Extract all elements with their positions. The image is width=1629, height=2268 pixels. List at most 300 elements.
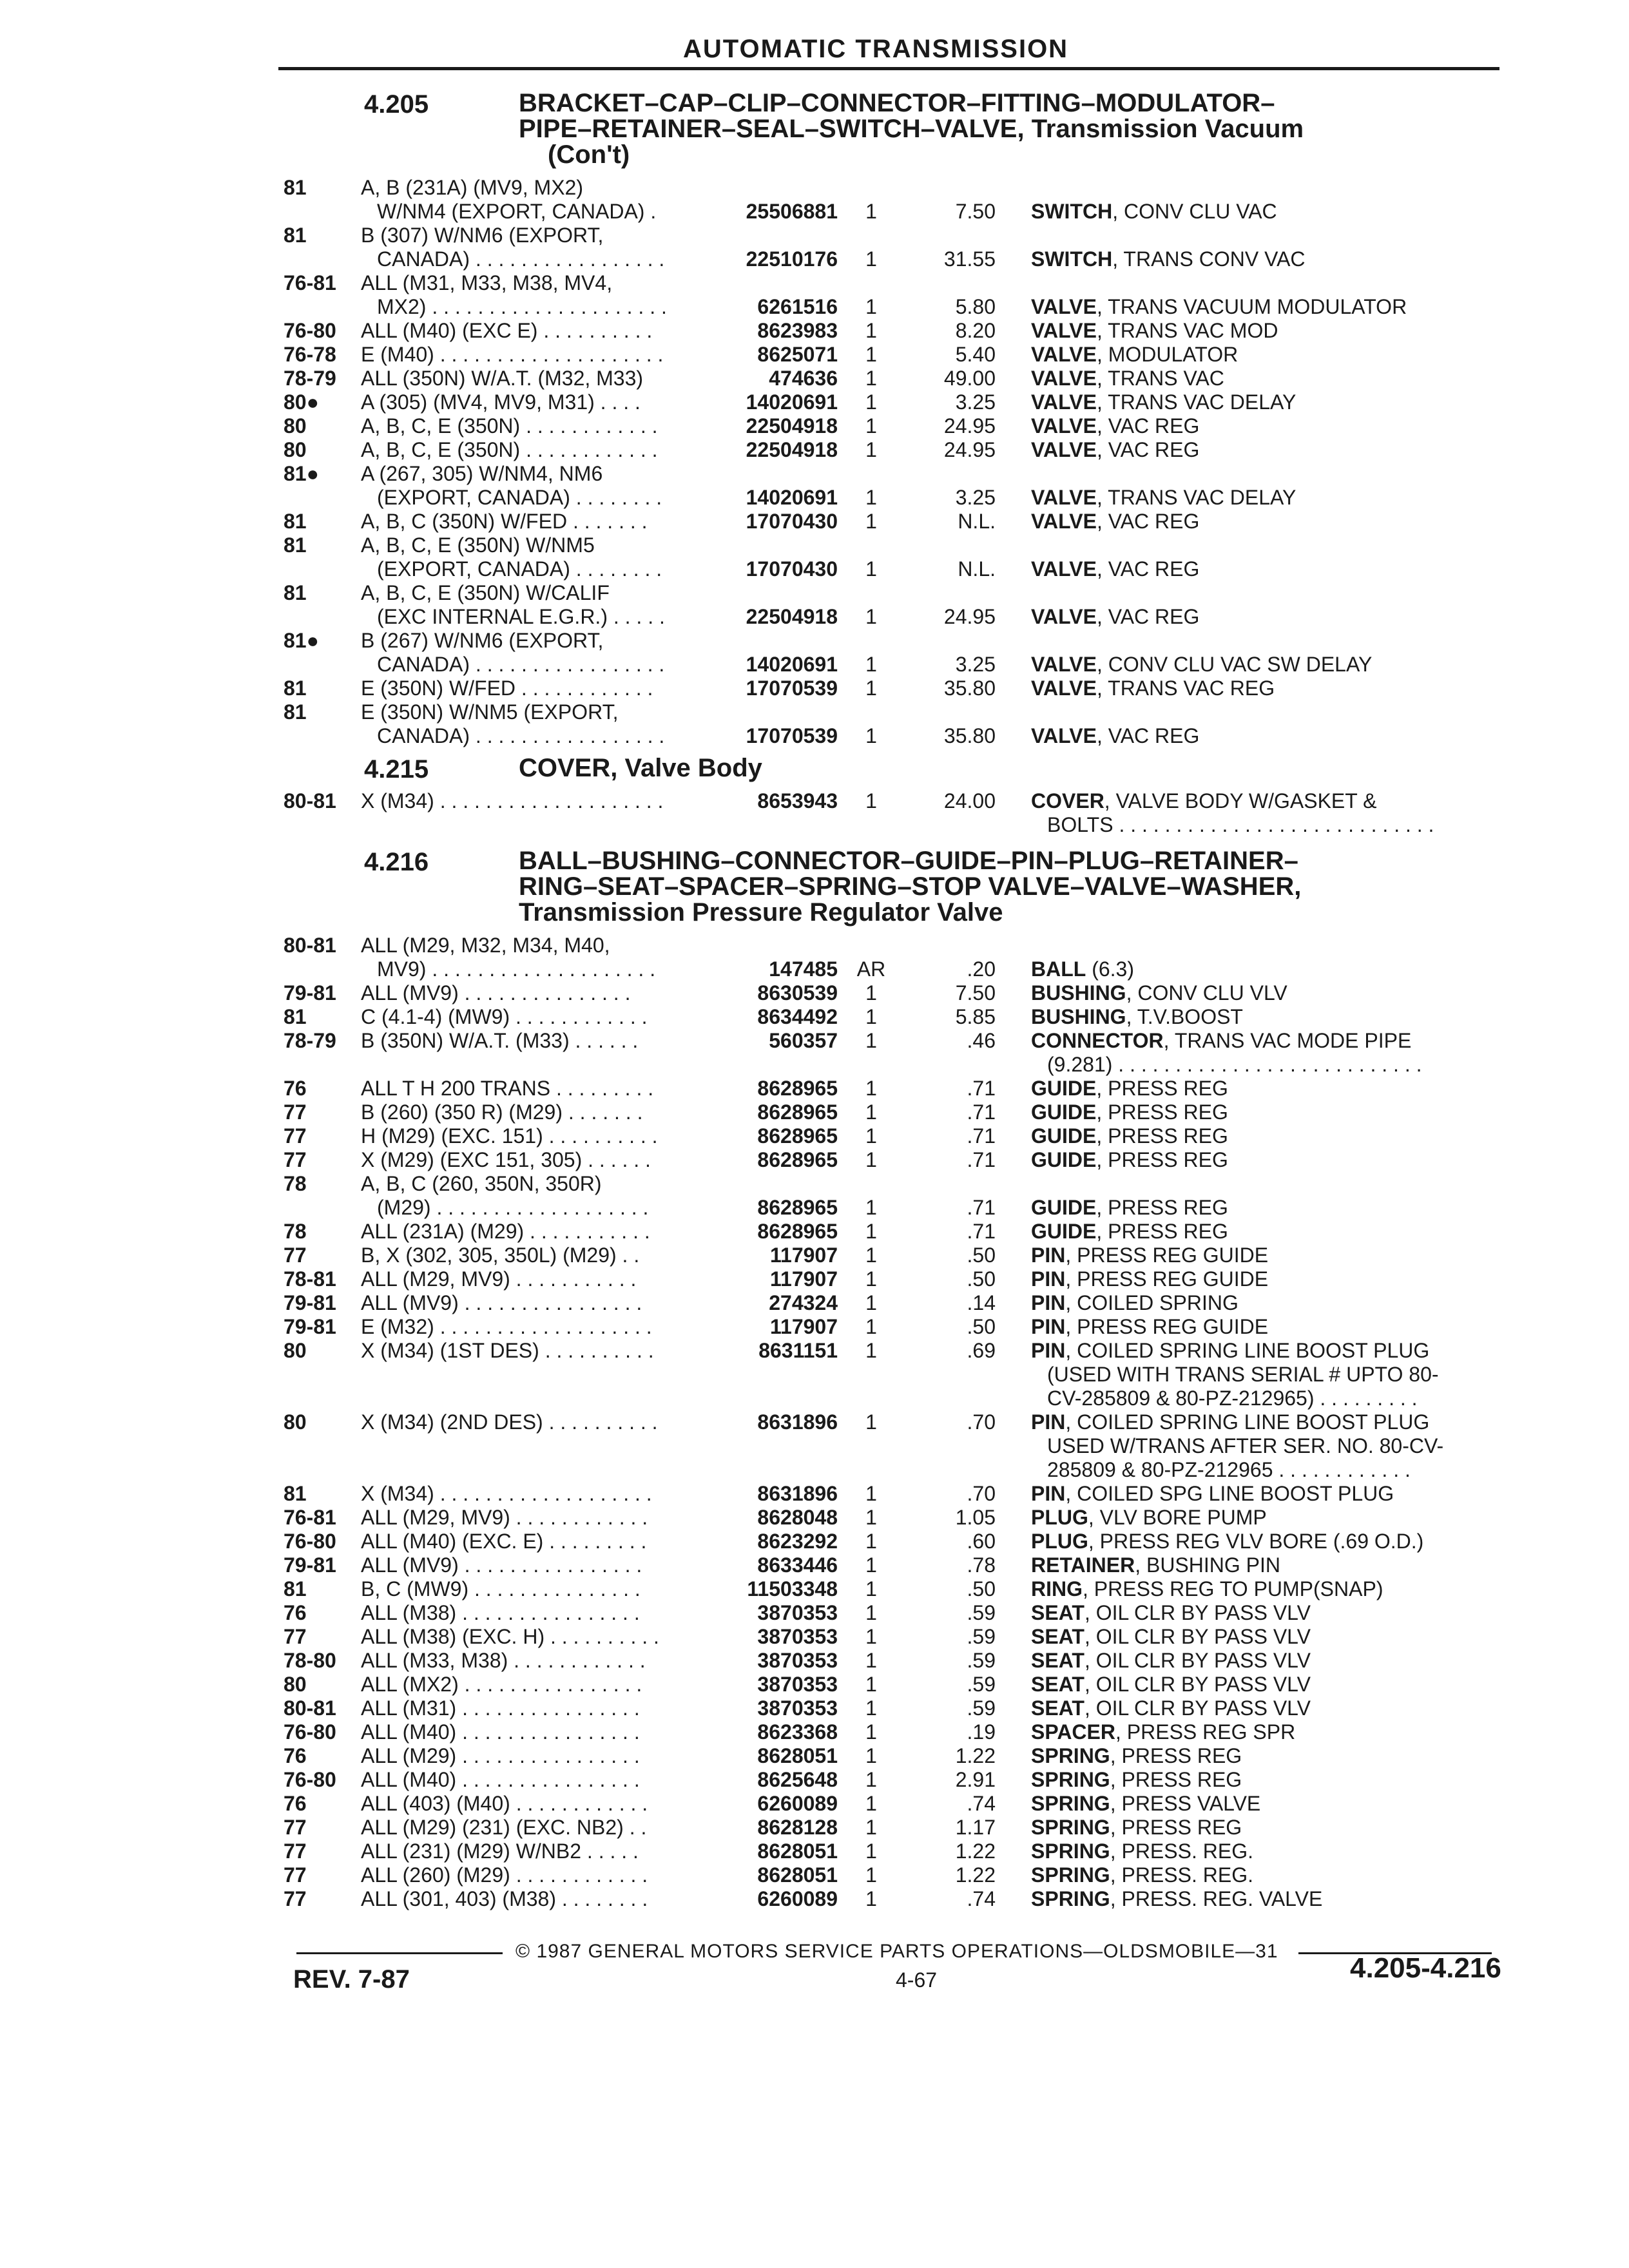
- quantity: 1: [865, 390, 877, 414]
- price: .59: [967, 1625, 996, 1648]
- part-name-continuation: 285809 & 80-PZ-212965 . . . . . . . . . . . .: [1047, 1458, 1411, 1481]
- part-name-detail: , CONV CLU VLV: [1126, 981, 1287, 1004]
- part-name: [1031, 1578, 1383, 1600]
- price: .59: [967, 1601, 996, 1624]
- footer-copyright: © 1987 GENERAL MOTORS SERVICE PARTS OPERATIONS—OLDSMOBILE—31: [516, 1941, 1278, 1962]
- quantity: 1: [865, 1100, 877, 1124]
- part-number: 17070430: [746, 557, 838, 581]
- application-description: MV9) . . . . . . . . . . . . . . . . . . . .: [377, 957, 656, 981]
- part-name-detail: , COILED SPRING: [1065, 1291, 1239, 1314]
- quantity: 1: [865, 343, 877, 366]
- part-name: [1031, 725, 1199, 747]
- application-description: X (M34) . . . . . . . . . . . . . . . . . . .: [361, 1482, 652, 1505]
- part-number: 117907: [769, 1315, 838, 1338]
- part-name: [1031, 1125, 1228, 1147]
- application-description: ALL (M40) (EXC E) . . . . . . . . . .: [361, 319, 653, 342]
- section-title: RING–SEAT–SPACER–SPRING–STOP VALVE–VALVE–WASHER,: [519, 872, 1302, 901]
- part-name-noun: PIN: [1031, 1482, 1066, 1505]
- price: 7.50: [955, 981, 996, 1004]
- section-title: BRACKET–CAP–CLIP–CONNECTOR–FITTING–MODULATOR–: [519, 89, 1275, 117]
- year-range: 78-80: [284, 1649, 336, 1672]
- price: 3.25: [955, 653, 996, 676]
- application-description: B (267) W/NM6 (EXPORT,: [361, 629, 604, 652]
- year-range: 79-81: [284, 981, 336, 1004]
- price: .71: [967, 1220, 996, 1243]
- part-number: 3870353: [757, 1625, 838, 1648]
- application-description: H (M29) (EXC. 151) . . . . . . . . . .: [361, 1124, 658, 1148]
- price: 1.22: [955, 1840, 996, 1863]
- page-section-ref: 4.205-4.216: [1350, 1952, 1501, 1984]
- year-range: 76-80: [284, 1768, 336, 1791]
- application-description: (EXPORT, CANADA) . . . . . . . .: [377, 486, 662, 509]
- part-number: 474636: [769, 367, 838, 390]
- part-name: [1031, 958, 1134, 980]
- part-number: 17070539: [746, 724, 838, 747]
- part-name: [1031, 1196, 1228, 1218]
- part-name-detail: , OIL CLR BY PASS VLV: [1084, 1601, 1311, 1624]
- application-description: ALL (M33, M38) . . . . . . . . . . . .: [361, 1649, 646, 1672]
- year-range: 80-81: [284, 1696, 336, 1720]
- part-name-noun: GUIDE: [1031, 1124, 1097, 1148]
- price: .19: [967, 1720, 996, 1744]
- part-name: [1031, 558, 1199, 580]
- part-number: 8623983: [757, 319, 838, 342]
- section-title: COVER, Valve Body: [519, 754, 762, 782]
- part-number: 560357: [769, 1029, 838, 1052]
- price: .71: [967, 1196, 996, 1219]
- year-range: 77: [284, 1887, 307, 1910]
- application-description: ALL (MV9) . . . . . . . . . . . . . . . .: [361, 1553, 642, 1577]
- part-name-detail: , MODULATOR: [1096, 343, 1239, 366]
- application-description: ALL T H 200 TRANS . . . . . . . . .: [361, 1077, 654, 1100]
- year-range: 81: [284, 224, 307, 247]
- quantity: 1: [865, 1196, 877, 1219]
- part-name: [1031, 982, 1287, 1004]
- application-description: CANADA) . . . . . . . . . . . . . . . . .: [377, 724, 665, 747]
- part-name: [1031, 606, 1199, 628]
- part-name-noun: VALVE: [1031, 605, 1097, 628]
- section-number: 4.215: [364, 755, 429, 783]
- year-range: 76: [284, 1077, 307, 1100]
- part-number: 3870353: [757, 1673, 838, 1696]
- part-name-noun: GUIDE: [1031, 1196, 1097, 1219]
- quantity: 1: [865, 510, 877, 533]
- part-name-detail: , PRESS REG: [1096, 1100, 1228, 1124]
- part-name: [1031, 415, 1199, 437]
- part-number: 8628051: [757, 1863, 838, 1887]
- part-name-detail: , PRESS VALVE: [1110, 1792, 1261, 1815]
- price: 49.00: [943, 367, 996, 390]
- part-number: 17070539: [746, 677, 838, 700]
- part-name-continuation: USED W/TRANS AFTER SER. NO. 80-CV-: [1047, 1434, 1444, 1457]
- part-number: 25506881: [746, 200, 838, 223]
- price: 1.17: [955, 1816, 996, 1839]
- part-name-detail: , VAC REG: [1096, 605, 1200, 628]
- price: 5.85: [955, 1005, 996, 1028]
- quantity: 1: [865, 1410, 877, 1434]
- application-description: ALL (M31) . . . . . . . . . . . . . . . .: [361, 1696, 640, 1720]
- application-description: X (M34) (1ST DES) . . . . . . . . . .: [361, 1339, 654, 1362]
- part-name-noun: GUIDE: [1031, 1100, 1097, 1124]
- application-description: C (4.1-4) (MW9) . . . . . . . . . . . .: [361, 1005, 648, 1028]
- quantity: 1: [865, 319, 877, 342]
- part-name: [1031, 1006, 1243, 1028]
- price: 5.40: [955, 343, 996, 366]
- part-name-noun: PLUG: [1031, 1530, 1088, 1553]
- part-name-detail: , PRESS REG: [1110, 1744, 1242, 1767]
- part-name-continuation: (USED WITH TRANS SERIAL # UPTO 80-: [1047, 1363, 1439, 1386]
- quantity: 1: [865, 1792, 877, 1815]
- part-name-detail: , TRANS CONV VAC: [1112, 247, 1306, 271]
- year-range: 81: [284, 677, 307, 700]
- application-description: ALL (M40) (EXC. E) . . . . . . . . .: [361, 1530, 647, 1553]
- quantity: 1: [865, 1244, 877, 1267]
- part-name-detail: , PRESS REG: [1096, 1124, 1228, 1148]
- part-name-detail: , COILED SPRING LINE BOOST PLUG: [1065, 1339, 1430, 1362]
- application-description: CANADA) . . . . . . . . . . . . . . . . .: [377, 247, 665, 271]
- year-range: 78-81: [284, 1267, 336, 1291]
- part-name-noun: SPRING: [1031, 1792, 1110, 1815]
- part-number: 8628965: [757, 1077, 838, 1100]
- year-range: 81: [284, 510, 307, 533]
- application-description: ALL (403) (M40) . . . . . . . . . . . .: [361, 1792, 648, 1815]
- part-name: [1031, 1077, 1228, 1099]
- application-description: ALL (M38) . . . . . . . . . . . . . . . .: [361, 1601, 640, 1624]
- part-name-detail: , PRESS REG TO PUMP(SNAP): [1083, 1577, 1383, 1600]
- year-range: 78: [284, 1172, 307, 1195]
- part-name: [1031, 1244, 1268, 1266]
- part-number: 117907: [769, 1267, 838, 1291]
- quantity: 1: [865, 414, 877, 437]
- application-description: ALL (MV9) . . . . . . . . . . . . . . .: [361, 981, 631, 1004]
- price: .74: [967, 1792, 996, 1815]
- quantity: 1: [865, 1267, 877, 1291]
- quantity: 1: [865, 653, 877, 676]
- part-name-detail: , TRANS VAC DELAY: [1096, 390, 1296, 414]
- part-number: 8625071: [757, 343, 838, 366]
- part-name: [1031, 486, 1296, 508]
- part-number: 6260089: [757, 1792, 838, 1815]
- part-name-continuation: CV-285809 & 80-PZ-212965) . . . . . . . . .: [1047, 1387, 1418, 1410]
- quantity: 1: [865, 1315, 877, 1338]
- part-name-detail: , OIL CLR BY PASS VLV: [1084, 1673, 1311, 1696]
- part-name-noun: SPRING: [1031, 1768, 1110, 1791]
- part-name-detail: , OIL CLR BY PASS VLV: [1084, 1649, 1311, 1672]
- part-name-noun: PIN: [1031, 1410, 1066, 1434]
- part-name-detail: , TRANS VAC REG: [1096, 677, 1275, 700]
- part-name: [1031, 343, 1238, 365]
- part-name: [1031, 1340, 1429, 1361]
- part-name-noun: SPRING: [1031, 1816, 1110, 1839]
- part-name-noun: PIN: [1031, 1244, 1066, 1267]
- part-number: 8630539: [757, 981, 838, 1004]
- part-name-detail: , VAC REG: [1096, 557, 1200, 581]
- application-description: ALL (M29, MV9) . . . . . . . . . . .: [361, 1267, 637, 1291]
- year-range: 77: [284, 1863, 307, 1887]
- price: 35.80: [943, 677, 996, 700]
- quantity: 1: [865, 295, 877, 318]
- application-description: E (350N) W/FED . . . . . . . . . . . .: [361, 677, 653, 700]
- part-number: 8628965: [757, 1124, 838, 1148]
- section-number: 4.205: [364, 90, 429, 119]
- part-name: [1031, 296, 1407, 318]
- part-name-noun: SPRING: [1031, 1840, 1110, 1863]
- part-name-noun: SEAT: [1031, 1696, 1084, 1720]
- year-range: 81: [284, 1005, 307, 1028]
- part-number: 8628051: [757, 1840, 838, 1863]
- quantity: 1: [865, 981, 877, 1004]
- price: 24.95: [943, 438, 996, 461]
- part-name-detail: , PRESS REG GUIDE: [1065, 1315, 1269, 1338]
- year-range: 76-81: [284, 1506, 336, 1529]
- part-name-noun: RING: [1031, 1577, 1083, 1600]
- part-name: [1031, 1506, 1267, 1528]
- year-range: 77: [284, 1244, 307, 1267]
- part-name-noun: CONNECTOR: [1031, 1029, 1164, 1052]
- application-description: A, B, C (260, 350N, 350R): [361, 1172, 602, 1195]
- quantity: 1: [865, 367, 877, 390]
- part-number: 8628048: [757, 1506, 838, 1529]
- application-description: A, B, C (350N) W/FED . . . . . . .: [361, 510, 648, 533]
- price: .74: [967, 1887, 996, 1910]
- part-number: 8633446: [757, 1553, 838, 1577]
- quantity: 1: [865, 1863, 877, 1887]
- price: 3.25: [955, 390, 996, 414]
- year-range: 79-81: [284, 1553, 336, 1577]
- part-name-noun: VALVE: [1031, 486, 1097, 509]
- price: .70: [967, 1482, 996, 1505]
- year-range: 76-80: [284, 1530, 336, 1553]
- part-name: [1031, 790, 1376, 812]
- part-name-detail: , BUSHING PIN: [1135, 1553, 1280, 1577]
- part-name-detail: , VAC REG: [1096, 724, 1200, 747]
- part-name-noun: VALVE: [1031, 653, 1097, 676]
- year-range: 80: [284, 438, 307, 461]
- quantity: 1: [865, 677, 877, 700]
- part-name-detail: , VAC REG: [1096, 438, 1200, 461]
- part-name-noun: SPRING: [1031, 1863, 1110, 1887]
- year-range: 79-81: [284, 1315, 336, 1338]
- part-name-detail: , PRESS. REG. VALVE: [1110, 1887, 1323, 1910]
- quantity: 1: [865, 438, 877, 461]
- year-range: 77: [284, 1816, 307, 1839]
- application-description: ALL (260) (M29) . . . . . . . . . . . .: [361, 1863, 648, 1887]
- part-number: 8623292: [757, 1530, 838, 1553]
- quantity: 1: [865, 1625, 877, 1648]
- part-number: 14020691: [746, 390, 838, 414]
- application-description: B, C (MW9) . . . . . . . . . . . . . . .: [361, 1577, 641, 1600]
- application-description: (M29) . . . . . . . . . . . . . . . . . . .: [377, 1196, 649, 1219]
- part-number: 22504918: [746, 438, 838, 461]
- application-description: ALL (M29) . . . . . . . . . . . . . . . .: [361, 1744, 640, 1767]
- part-name-detail: , PRESS. REG.: [1110, 1863, 1253, 1887]
- part-name: [1031, 1769, 1242, 1791]
- part-name-detail: , VAC REG: [1096, 414, 1200, 437]
- part-number: 14020691: [746, 653, 838, 676]
- quantity: 1: [865, 1530, 877, 1553]
- quantity: 1: [865, 1768, 877, 1791]
- part-name: [1031, 1864, 1253, 1886]
- year-range: 80: [284, 1339, 307, 1362]
- page-number: 4-67: [896, 1968, 938, 1992]
- part-name-continuation: BOLTS . . . . . . . . . . . . . . . . . . . . . . . . . . . .: [1047, 813, 1434, 836]
- section-title: Transmission Pressure Regulator Valve: [519, 898, 1003, 927]
- year-range: 76-80: [284, 319, 336, 342]
- price: .20: [967, 957, 996, 981]
- part-number: 3870353: [757, 1696, 838, 1720]
- part-name-detail: , VLV BORE PUMP: [1088, 1506, 1267, 1529]
- year-range: 78-79: [284, 367, 336, 390]
- part-name-detail: , PRESS REG: [1110, 1816, 1242, 1839]
- part-name-noun: VALVE: [1031, 367, 1097, 390]
- part-number: 8623368: [757, 1720, 838, 1744]
- part-number: 22504918: [746, 605, 838, 628]
- application-description: ALL (M29, M32, M34, M40,: [361, 934, 610, 957]
- application-description: ALL (M31, M33, M38, MV4,: [361, 271, 613, 294]
- application-description: B (260) (350 R) (M29) . . . . . . .: [361, 1100, 643, 1124]
- part-name: [1031, 1626, 1311, 1648]
- price: 3.25: [955, 486, 996, 509]
- application-description: ALL (231A) (M29) . . . . . . . . . . .: [361, 1220, 650, 1243]
- application-description: CANADA) . . . . . . . . . . . . . . . . .: [377, 653, 665, 676]
- year-range: 81: [284, 1577, 307, 1600]
- part-name: [1031, 1149, 1228, 1171]
- quantity: 1: [865, 1291, 877, 1314]
- application-description: A (267, 305) W/NM4, NM6: [361, 462, 603, 485]
- part-name-noun: SEAT: [1031, 1649, 1084, 1672]
- part-name: [1031, 677, 1275, 699]
- part-number: 11503348: [747, 1577, 838, 1600]
- price: N.L.: [958, 557, 996, 581]
- application-description: X (M34) (2ND DES) . . . . . . . . . .: [361, 1410, 658, 1434]
- part-name-detail: , PRESS REG GUIDE: [1065, 1267, 1269, 1291]
- part-name: [1031, 1697, 1311, 1719]
- quantity: 1: [865, 1148, 877, 1171]
- application-description: A, B (231A) (MV9, MX2): [361, 176, 583, 199]
- part-number: 8628965: [757, 1220, 838, 1243]
- year-range: 77: [284, 1148, 307, 1171]
- price: .59: [967, 1696, 996, 1720]
- part-name: [1031, 200, 1277, 222]
- year-range: 77: [284, 1840, 307, 1863]
- part-name-detail: , TRANS VAC DELAY: [1096, 486, 1296, 509]
- part-name-noun: PIN: [1031, 1291, 1066, 1314]
- quantity: 1: [865, 1339, 877, 1362]
- application-description: ALL (301, 403) (M38) . . . . . . . .: [361, 1887, 648, 1910]
- part-name: [1031, 1292, 1239, 1314]
- year-range: 80-81: [284, 789, 336, 812]
- section-title: BALL–BUSHING–CONNECTOR–GUIDE–PIN–PLUG–RETAINER–: [519, 847, 1298, 875]
- quantity: 1: [865, 1601, 877, 1624]
- quantity: 1: [865, 1673, 877, 1696]
- part-name: [1031, 510, 1199, 532]
- price: .71: [967, 1100, 996, 1124]
- quantity: 1: [865, 247, 877, 271]
- price: .71: [967, 1124, 996, 1148]
- part-number: 147485: [769, 957, 838, 981]
- application-description: ALL (M40) . . . . . . . . . . . . . . . .: [361, 1768, 640, 1791]
- part-name-detail: (6.3): [1086, 957, 1134, 981]
- part-number: 8625648: [757, 1768, 838, 1791]
- part-number: 8628965: [757, 1148, 838, 1171]
- quantity: 1: [865, 200, 877, 223]
- year-range: 80-81: [284, 934, 336, 957]
- revision-label: REV. 7-87: [293, 1965, 410, 1994]
- application-description: ALL (M40) . . . . . . . . . . . . . . . .: [361, 1720, 640, 1744]
- part-name-noun: VALVE: [1031, 343, 1097, 366]
- quantity: 1: [865, 1029, 877, 1052]
- application-description: B (350N) W/A.T. (M33) . . . . . .: [361, 1029, 639, 1052]
- part-name: [1031, 439, 1199, 461]
- price: .70: [967, 1410, 996, 1434]
- price: 5.80: [955, 295, 996, 318]
- quantity: 1: [865, 1816, 877, 1839]
- part-name-noun: SWITCH: [1031, 200, 1113, 223]
- part-name-noun: PIN: [1031, 1339, 1066, 1362]
- part-name: [1031, 1649, 1311, 1671]
- part-name-noun: GUIDE: [1031, 1220, 1097, 1243]
- price: 24.00: [943, 789, 996, 812]
- section-title: PIPE–RETAINER–SEAL–SWITCH–VALVE, Transmission Vacuum: [519, 115, 1304, 143]
- quantity: 1: [865, 1649, 877, 1672]
- part-name-detail: , TRANS VAC MOD: [1096, 319, 1278, 342]
- part-name-detail: , PRESS REG SPR: [1115, 1720, 1296, 1744]
- price: 35.80: [943, 724, 996, 747]
- part-name-noun: PIN: [1031, 1267, 1066, 1291]
- quantity: 1: [865, 1577, 877, 1600]
- part-name: [1031, 1101, 1228, 1123]
- part-name-noun: SPACER: [1031, 1720, 1115, 1744]
- part-name-detail: , OIL CLR BY PASS VLV: [1084, 1696, 1311, 1720]
- part-number: 22510176: [746, 247, 838, 271]
- part-name-noun: VALVE: [1031, 724, 1097, 747]
- year-range: 76-80: [284, 1720, 336, 1744]
- price: 8.20: [955, 319, 996, 342]
- quantity: 1: [865, 1005, 877, 1028]
- part-name-detail: , OIL CLR BY PASS VLV: [1084, 1625, 1311, 1648]
- part-name: [1031, 1411, 1429, 1433]
- year-range: 81●: [284, 629, 319, 652]
- part-name-detail: , PRESS. REG.: [1110, 1840, 1253, 1863]
- part-name-noun: VALVE: [1031, 677, 1097, 700]
- part-name-noun: PLUG: [1031, 1506, 1088, 1529]
- part-name-detail: , PRESS REG: [1096, 1077, 1228, 1100]
- price: .46: [967, 1029, 996, 1052]
- part-name: [1031, 653, 1372, 675]
- part-name: [1031, 1816, 1242, 1838]
- part-name: [1031, 1483, 1394, 1504]
- application-description: X (M29) (EXC 151, 305) . . . . . .: [361, 1148, 651, 1171]
- year-range: 81●: [284, 462, 319, 485]
- quantity: 1: [865, 724, 877, 747]
- part-number: 8628128: [757, 1816, 838, 1839]
- part-name-detail: , PRESS REG: [1096, 1148, 1228, 1171]
- part-name: [1031, 1316, 1268, 1338]
- part-name-detail: , TRANS VACUUM MODULATOR: [1096, 295, 1407, 318]
- part-name-continuation: (9.281) . . . . . . . . . . . . . . . . . . . . . . . . . . .: [1047, 1053, 1422, 1076]
- part-name: [1031, 1792, 1260, 1814]
- price: 31.55: [943, 247, 996, 271]
- footer-rule-left: [296, 1952, 503, 1954]
- quantity: 1: [865, 1696, 877, 1720]
- section-title: (Con't): [548, 140, 630, 169]
- part-number: 8631151: [758, 1339, 838, 1362]
- part-name: [1031, 1554, 1280, 1576]
- price: 1.22: [955, 1863, 996, 1887]
- part-name-detail: , COILED SPG LINE BOOST PLUG: [1065, 1482, 1394, 1505]
- part-name-noun: PIN: [1031, 1315, 1066, 1338]
- part-name: [1031, 391, 1296, 413]
